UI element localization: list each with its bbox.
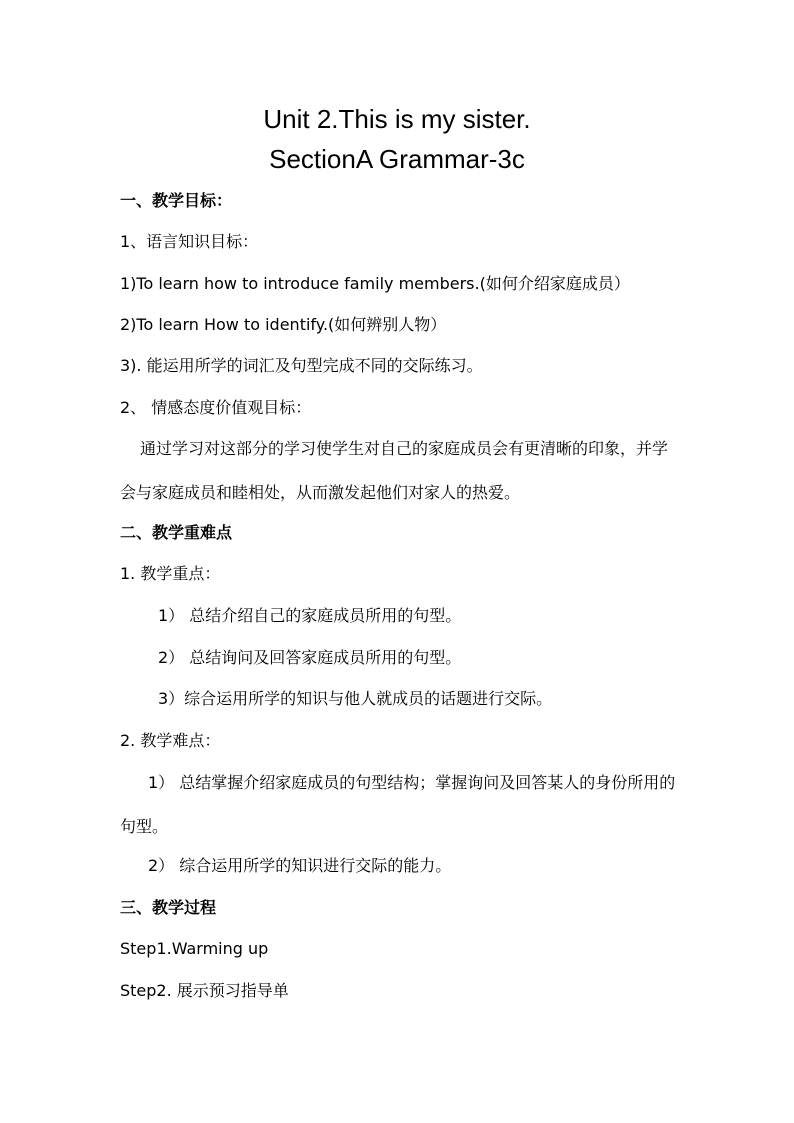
- section-2-item-1: 1. 教学重点：: [120, 564, 221, 583]
- section-2-item-2: 2. 教学难点：: [120, 731, 221, 750]
- section-1-heading: 一、教学目标：: [120, 191, 233, 210]
- title-line-2: SectionA Grammar-3c: [269, 144, 525, 174]
- paragraph-text: 通过学习对这部分的学习使学生对自己的家庭成员会有更清晰的印象，并学会与家庭成员和睦相处，从而激发起他们对家人的热爱。: [120, 439, 669, 502]
- section-2-item-2-b: 2） 综合运用所学的知识进行交际的能力。: [148, 856, 452, 875]
- section-3-step-2: Step2. 展示预习指导单: [120, 981, 289, 1000]
- section-1-item-1-c: 3). 能运用所学的词汇及句型完成不同的交际练习。: [120, 356, 483, 375]
- section-2-item-2-a: 1） 总结掌握介绍家庭成员的句型结构；掌握询问及回答某人的身份所用的句型。: [120, 773, 676, 836]
- section-2-item-1-b: 2） 总结询问及回答家庭成员所用的句型。: [158, 648, 462, 667]
- title-line-1: Unit 2.This is my sister.: [263, 104, 531, 134]
- section-1-item-1-a: 1)To learn how to introduce family members.(如何介绍家庭成员）: [120, 274, 630, 293]
- section-3-heading: 三、教学过程: [120, 898, 217, 917]
- section-1-item-1: 1、语言知识目标：: [120, 232, 259, 251]
- section-2-item-1-a: 1） 总结介绍自己的家庭成员所用的句型。: [158, 606, 462, 625]
- section-2-heading: 二、教学重难点: [120, 523, 233, 542]
- section-2-item-1-c: 3）综合运用所学的知识与他人就成员的话题进行交际。: [158, 689, 553, 708]
- section-1-item-2: 2、 情感态度价值观目标：: [120, 398, 312, 417]
- section-1-item-1-b: 2)To learn How to identify.(如何辨别人物）: [120, 315, 447, 334]
- section-1-item-2-paragraph: [120, 427, 676, 515]
- section-3-step-1: Step1.Warming up: [120, 939, 269, 958]
